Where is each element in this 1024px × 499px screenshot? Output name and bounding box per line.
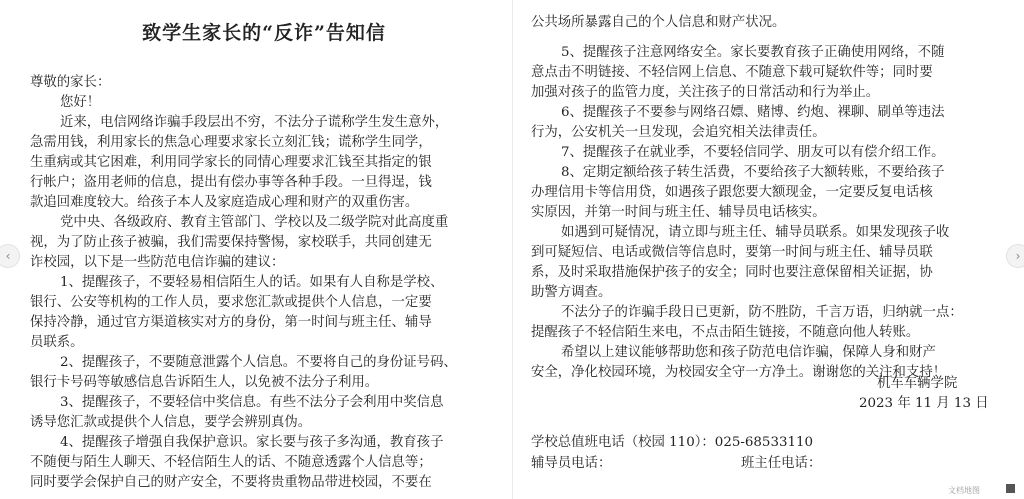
left-text-line: 诱导您汇款或提供个人信息，要学会辨别真伪。 bbox=[30, 415, 312, 430]
left-text-line: 款追回难度较大。给孩子本人及家庭造成心理和财产的双重伤害。 bbox=[30, 195, 419, 210]
right-text-line: 不法分子的诈骗手段日已更新，防不胜防，千言万语，归纳就一点： bbox=[561, 305, 963, 320]
hotline: 学校总值班电话（校园 110）：025-68533110 bbox=[531, 435, 814, 450]
left-text-line: 同时要学会保护自己的财产安全，不要将贵重物品带进校园，不要在 bbox=[30, 475, 432, 490]
next-page-button[interactable]: › bbox=[1006, 244, 1024, 268]
right-text-line: 助警方调查。 bbox=[531, 285, 612, 300]
date: 2023 年 11 月 13 日 bbox=[859, 396, 989, 411]
left-text-line: 2、提醒孩子，不要随意泄露个人信息。不要将自己的身份证号码、 bbox=[60, 355, 457, 370]
page-left bbox=[22, 0, 506, 499]
left-text-line: 银行卡号码等敏感信息告诉陌生人，以免被不法分子利用。 bbox=[30, 375, 379, 390]
right-text-line: 到可疑短信、电话或微信等信息时，要第一时间与班主任、辅导员联 bbox=[531, 245, 933, 260]
prev-page-button[interactable]: ‹ bbox=[0, 244, 20, 268]
right-text-line: 意点击不明链接、不轻信网上信息、不随意下载可疑软件等；同时要 bbox=[531, 65, 933, 80]
right-text-line: 系，及时采取措施保护孩子的安全；同时也要注意保留相关证据，协 bbox=[531, 265, 933, 280]
left-text-line: 保持冷静，通过官方渠道核实对方的身份，第一时间与班主任、辅导 bbox=[30, 315, 432, 330]
right-text-line: 6、提醒孩子不要参与网络召嫖、赌博、约炮、裸聊、刷单等违法 bbox=[561, 105, 945, 120]
left-text-line: 员联系。 bbox=[30, 335, 84, 350]
teacher-phone: 班主任电话： bbox=[741, 456, 822, 471]
right-text-line: 7、提醒孩子在就业季，不要轻信同学、朋友可以有偿介绍工作。 bbox=[561, 145, 945, 160]
left-text-line: 行帐户；盗用老师的信息，提出有偿办事等各种手段。一旦得逞，钱 bbox=[30, 175, 432, 190]
letter-title: 致学生家长的“反诈”告知信 bbox=[142, 22, 386, 44]
left-text-line: 急需用钱，利用家长的焦急心理要求家长立刻汇钱；谎称学生同学， bbox=[30, 135, 432, 150]
left-text-line: 不随便与陌生人聊天、不轻信陌生人的话、不随意透露个人信息等； bbox=[30, 455, 432, 470]
right-text-line: 行为，公安机关一旦发现，会追究相关法律责任。 bbox=[531, 125, 826, 140]
right-text-line: 加强对孩子的监管力度，关注孩子的日常活动和行为举止。 bbox=[531, 85, 880, 100]
counselor-phone: 辅导员电话： bbox=[531, 456, 612, 471]
right-text-line: 5、提醒孩子注意网络安全。家长要教育孩子正确使用网络，不随 bbox=[561, 45, 945, 60]
page-right bbox=[512, 0, 993, 499]
right-text-line: 安全，净化校园环境，为校园安全守一方净土。谢谢您的关注和支持！ bbox=[531, 365, 947, 380]
right-text-line: 办理信用卡等信用贷，如遇孩子跟您要大额现金，一定要反复电话核 bbox=[531, 185, 933, 200]
left-text-line: 诈校园，以下是一些防范电信诈骗的建议： bbox=[30, 255, 285, 270]
salutation: 尊敬的家长： bbox=[30, 75, 111, 90]
left-text-line: 视，为了防止孩子被骗，我们需要保持警惕，家校联手，共同创建无 bbox=[30, 235, 432, 250]
left-text-line: 1、提醒孩子，不要轻易相信陌生人的话。如果有人自称是学校、 bbox=[60, 275, 444, 290]
right-text-line: 希望以上建议能够帮助您和孩子防范电信诈骗，保障人身和财产 bbox=[561, 345, 936, 360]
right-text-line: 8、定期定额给孩子转生活费，不要给孩子大额转账，不要给孩子 bbox=[561, 165, 945, 180]
right-text-line: 实原因，并第一时间与班主任、辅导员电话核实。 bbox=[531, 205, 826, 220]
signature: 机车车辆学院 bbox=[877, 376, 958, 391]
viewer-brand: 文档地图 bbox=[948, 486, 980, 495]
left-text-line: 4、提醒孩子增强自我保护意识。家长要与孩子多沟通，教育孩子 bbox=[60, 435, 444, 450]
left-text-line: 生重病或其它困难，利用同学家长的同情心理要求汇钱至其指定的银 bbox=[30, 155, 432, 170]
left-text-line: 3、提醒孩子，不要轻信中奖信息。有些不法分子会利用中奖信息 bbox=[60, 395, 444, 410]
left-text-line: 党中央、各级政府、教育主管部门、学校以及二级学院对此高度重 bbox=[60, 215, 449, 230]
left-text-line: 近来，电信网络诈骗手段层出不穷，不法分子谎称学生发生意外， bbox=[60, 115, 449, 130]
right-text-line: 公共场所暴露自己的个人信息和财产状况。 bbox=[531, 15, 786, 30]
corner-icon bbox=[1006, 484, 1015, 493]
left-text-line: 银行、公安等机构的工作人员，要求您汇款或提供个人信息，一定要 bbox=[30, 295, 432, 310]
greeting: 您好！ bbox=[60, 95, 101, 110]
right-text-line: 提醒孩子不轻信陌生来电，不点击陌生链接，不随意向他人转账。 bbox=[531, 325, 920, 340]
right-text-line: 如遇到可疑情况，请立即与班主任、辅导员联系。如果发现孩子收 bbox=[561, 225, 950, 240]
